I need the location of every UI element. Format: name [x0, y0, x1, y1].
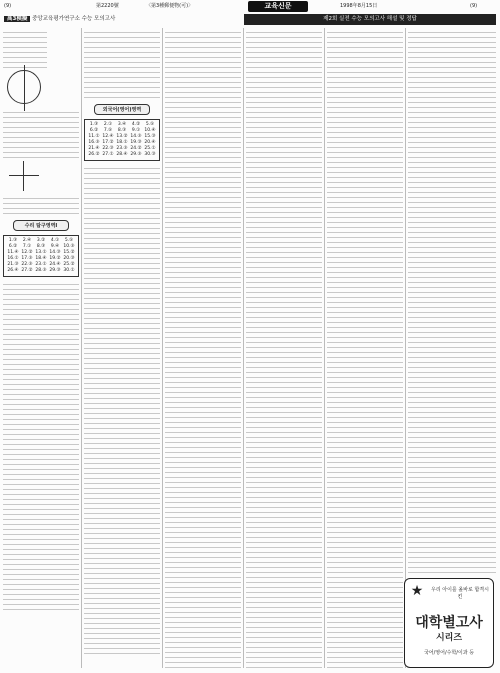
answer-cell: 15.③ [144, 134, 156, 139]
answer-cell: 20.④ [144, 140, 156, 145]
star-icon: ★ [410, 583, 424, 599]
column-5 [327, 28, 403, 668]
answer-cell: 9.④ [50, 244, 60, 249]
column-rule [243, 28, 244, 668]
column-3 [165, 28, 241, 668]
answer-cell: 12.② [21, 250, 33, 255]
answer-cell: 21.③ [7, 262, 19, 267]
answer-cell: 19.② [49, 256, 61, 261]
answer-row [6, 268, 76, 274]
answer-cell: 7.① [22, 244, 32, 249]
answer-cell: 24.④ [49, 262, 61, 267]
text-block [3, 194, 79, 216]
answer-cell: 18.④ [35, 256, 47, 261]
section-left [4, 14, 238, 25]
math-answers-heading: 수리 탐구영역Ⅰ [13, 220, 69, 231]
answer-cell: 27.① [102, 152, 114, 157]
answer-cell: 14.③ [49, 250, 61, 255]
answer-cell: 29.⑤ [130, 152, 142, 157]
answer-cell: 10.⑤ [63, 244, 75, 249]
answer-cell: 1.③ [89, 122, 99, 127]
answer-row [87, 152, 157, 158]
answer-cell: 26.④ [7, 268, 19, 273]
answer-cell: 20.③ [63, 256, 75, 261]
answer-cell: 2.① [103, 122, 113, 127]
answer-cell: 6.② [8, 244, 18, 249]
column-2 [84, 28, 160, 668]
answer-cell: 5.⑤ [64, 238, 74, 243]
answer-cell: 1.③ [8, 238, 18, 243]
answer-cell: 9.① [131, 128, 141, 133]
answer-cell: 3.④ [117, 122, 127, 127]
answer-cell: 6.② [89, 128, 99, 133]
text-block [84, 28, 160, 100]
answer-cell: 26.② [88, 152, 100, 157]
postal-note: 〈第3種郵便物(可)〉 [146, 3, 194, 9]
answer-cell: 23.① [35, 262, 47, 267]
text-block [84, 164, 160, 654]
section-right-title: 제2회 실전 수능 모의고사 해설 및 정답 [244, 14, 496, 25]
answer-cell: 10.④ [144, 128, 156, 133]
book-advertisement[interactable] [404, 578, 494, 668]
english-answer-box [84, 119, 160, 161]
answer-cell: 7.⑤ [103, 128, 113, 133]
ad-series: 시리즈 [435, 633, 463, 643]
ad-title: 대학별고사 [415, 615, 483, 631]
column-rule [405, 28, 406, 668]
answer-cell: 17.② [102, 140, 114, 145]
answer-cell: 13.② [116, 134, 128, 139]
answer-cell: 4.① [50, 238, 60, 243]
english-answer-table [87, 122, 157, 158]
answer-cell: 8.③ [117, 128, 127, 133]
answer-cell: 12.④ [102, 134, 114, 139]
page-number: (9) [470, 3, 478, 9]
answer-cell: 11.④ [7, 250, 19, 255]
column-6 [408, 28, 496, 574]
english-answers-heading: 외국어(영어)영역 [94, 104, 150, 115]
answer-cell: 30.① [63, 268, 75, 273]
answer-cell: 29.③ [49, 268, 61, 273]
answer-cell: 4.② [131, 122, 141, 127]
newspaper-logo: 교육신문 [248, 1, 308, 12]
section-left-text: 중앙교육평가연구소 수능 모의고사 [32, 16, 116, 22]
circle-figure [7, 70, 41, 104]
answer-cell: 25.② [63, 262, 75, 267]
answer-cell: 28.⑤ [35, 268, 47, 273]
answer-cell: 22.⑤ [21, 262, 33, 267]
issue-date: 1998年8月15日 [340, 3, 378, 9]
column-4 [246, 28, 322, 668]
ad-subjects: 국어/영어/수학/이과 등 [423, 650, 475, 656]
ad-subtitle: 우리 아이를 올바로 합격시킨 [431, 587, 489, 600]
column-rule [324, 28, 325, 668]
answer-cell: 16.⑤ [88, 140, 100, 145]
answer-cell: 2.④ [22, 238, 32, 243]
text-block [3, 28, 47, 68]
text-block [3, 108, 79, 158]
answer-cell: 8.③ [36, 244, 46, 249]
answer-cell: 22.③ [102, 146, 114, 151]
answer-cell: 16.① [7, 256, 19, 261]
answer-cell: 27.② [21, 268, 33, 273]
answer-cell: 13.① [35, 250, 47, 255]
answer-cell: 14.⑤ [130, 134, 142, 139]
answer-cell: 28.④ [116, 152, 128, 157]
answer-cell: 3.② [36, 238, 46, 243]
column-1 [3, 28, 79, 668]
answer-cell: 23.⑤ [116, 146, 128, 151]
text-block [3, 280, 79, 610]
answer-cell: 18.① [116, 140, 128, 145]
section-left-title: 高3模擬 [4, 16, 30, 22]
graph-figure [9, 161, 39, 191]
answer-cell: 19.③ [130, 140, 142, 145]
answer-cell: 24.② [130, 146, 142, 151]
answer-cell: 25.① [144, 146, 156, 151]
answer-cell: 30.③ [144, 152, 156, 157]
answer-cell: 15.② [63, 250, 75, 255]
math-answer-box [3, 235, 79, 277]
section-tag: (9) [4, 3, 12, 9]
math-answer-table [6, 238, 76, 274]
answer-cell: 21.④ [88, 146, 100, 151]
answer-cell: 5.⑤ [145, 122, 155, 127]
section-bar [0, 13, 500, 26]
answer-cell: 11.① [88, 134, 100, 139]
column-rule [81, 28, 82, 668]
column-rule [162, 28, 163, 668]
answer-cell: 17.⑤ [21, 256, 33, 261]
issue-number: 第2220號 [96, 3, 119, 9]
masthead [0, 0, 500, 13]
